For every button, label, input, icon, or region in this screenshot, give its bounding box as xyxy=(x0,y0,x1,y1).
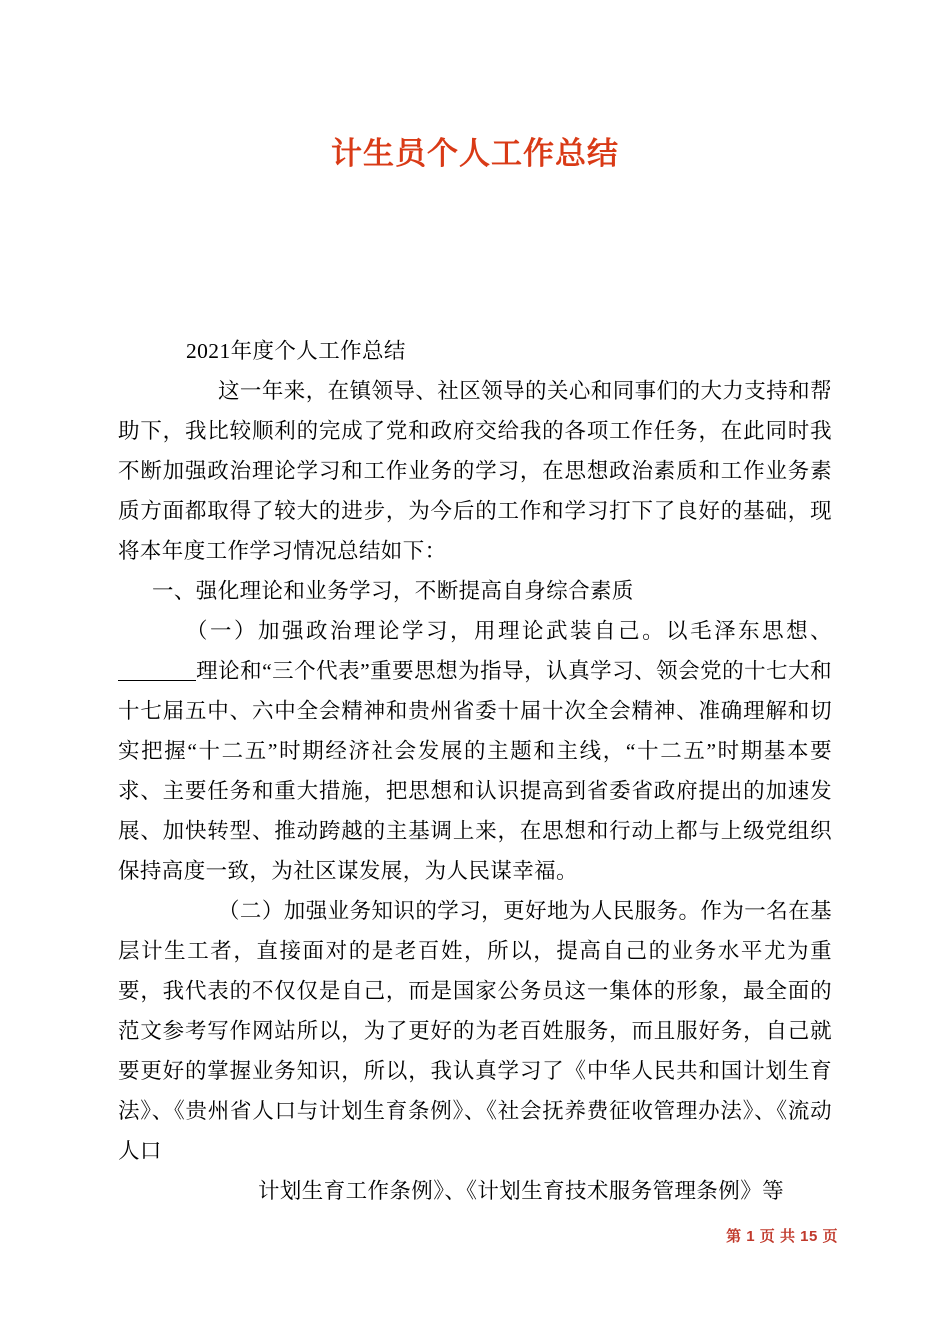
paragraph-subsection-one-rest: 理论和“三个代表”重要思想为指导，认真学习、领会党的十七大和十七届五中、六中全会精神和贵州省委十届十次全会精神、准确理解和切实把握“十二五”时期经济社会发展的主题和主线，“十二五”时期基本要求、主要任务和重大措施，把思想和认识提高到省委省政府提出的加速发展、加快转型、推动跨越的主基调上来，在思想和行动上都与上级党组织保持高度一致，为社区谋发展，为人民谋幸福。 xyxy=(118,659,832,883)
footer-suffix: 页 xyxy=(822,1228,838,1245)
paragraph-year-summary: 2021年度个人工作总结 xyxy=(186,339,406,363)
footer-total-pages: 15 xyxy=(800,1228,818,1245)
paragraph-subsection-two: （二）加强业务知识的学习，更好地为人民服务。作为一名在基层计生工者，直接面对的是老百姓，所以，提高自己的业务水平尤为重要，我代表的不仅仅是自己，而是国家公务员这一集体的形象，最全面的范文参考写作网站所以，为了更好的为老百姓服务，而且服好务，自己就要更好的掌握业务知识，所以，我认真学习了《中华人民共和国计划生育法》、《贵州省人口与计划生育条例》、《社会抚养费征收管理办法》、《流动人口 xyxy=(118,899,832,1163)
footer-prefix: 第 xyxy=(726,1228,742,1245)
paragraph-continuation: 计划生育工作条例》、《计划生育技术服务管理条例》等 xyxy=(258,1179,785,1203)
footer-middle: 页 共 xyxy=(759,1228,796,1245)
paragraph-subsection-one-lead: （一）加强政治理论学习，用理论武装自己。以毛泽东思想、 xyxy=(186,619,832,643)
footer-page-number: 1 xyxy=(746,1228,756,1245)
page-title: 计生员个人工作总结 xyxy=(331,136,619,171)
paragraph-intro: 这一年来，在镇领导、社区领导的关心和同事们的大力支持和帮助下，我比较顺利的完成了党和政府交给我的各项工作任务，在此同时我不断加强政治理论学习和工作业务的学习，在思想政治素质和工作业务素质方面都取得了较大的进步，为今后的工作和学习打下了良好的基础，现将本年度工作学习情况总结如下： xyxy=(118,379,832,563)
fill-in-blank xyxy=(118,680,196,681)
page-footer xyxy=(726,1225,838,1246)
document-body xyxy=(0,331,950,1211)
paragraph-section-one-heading: 一、强化理论和业务学习，不断提高自身综合素质 xyxy=(152,579,634,603)
paragraph-subsection-one xyxy=(118,611,832,891)
